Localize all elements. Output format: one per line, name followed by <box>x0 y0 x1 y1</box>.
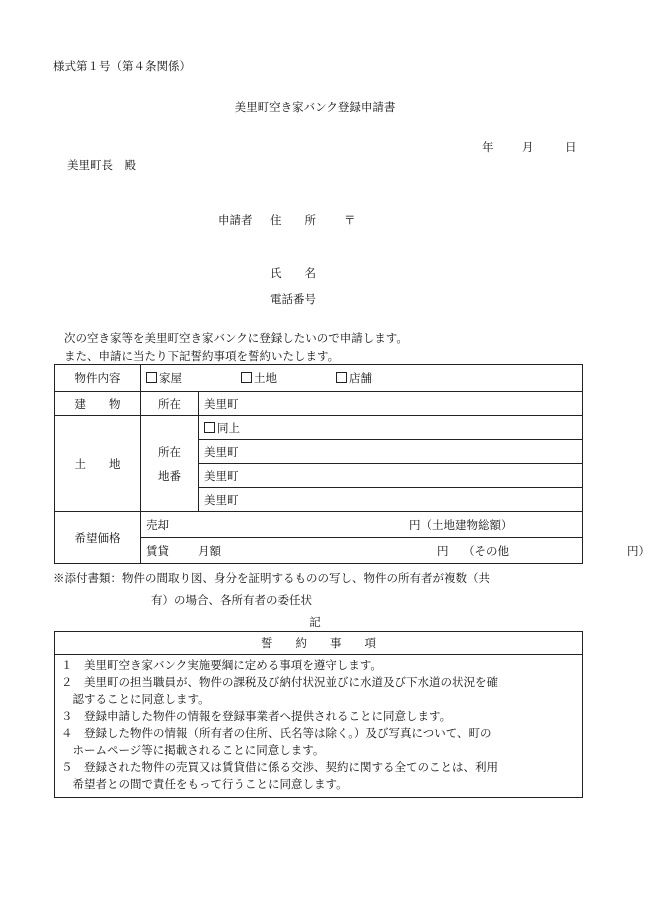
oath-item: ５ 登録された物件の売買又は賃貸借に係る交渉、契約に関する全てのことは、利用 <box>61 760 498 774</box>
postal-mark: 〒 <box>344 213 356 227</box>
phone-label: 電話番号 <box>270 292 316 306</box>
checkbox-house[interactable]: 家屋 <box>146 370 241 386</box>
intro-line-1: 次の空き家等を美里町空き家バンクに登録したいので申請します。 <box>64 331 408 345</box>
ki-mark: 記 <box>309 615 321 629</box>
attachment-line-1: ※添付書類：物件の間取り図、身分を証明するものの写し、物件の所有者が複数（共 <box>53 571 490 585</box>
land-town-1: 美里町 <box>199 440 583 464</box>
building-label: 建 物 <box>55 392 141 416</box>
oath-item: ４ 登録した物件の情報（所有者の住所、氏名等は除く。）及び写真について、町の <box>61 726 492 740</box>
oath-item: 希望者との間で責任をもって行うことに同意します。 <box>61 777 348 791</box>
checkbox-icon <box>241 372 252 383</box>
name-label: 氏 名 <box>270 266 316 280</box>
checkbox-shop[interactable]: 店舗 <box>336 371 372 385</box>
building-town: 美里町 <box>199 392 583 416</box>
sale-row <box>141 512 583 538</box>
rent-label: 賃貸 <box>146 543 169 558</box>
attachment-line-2: 有）の場合、各所有者の委任状 <box>151 593 312 607</box>
checkbox-icon <box>146 372 157 383</box>
address-label: 住 所 <box>270 213 316 227</box>
rent-row <box>141 538 650 564</box>
oath-item: 認することに同意します。 <box>61 692 210 706</box>
applicant-label: 申請者 <box>218 213 253 227</box>
date-month: 月 <box>522 140 534 154</box>
land-town-2: 美里町 <box>199 464 583 488</box>
oath-items <box>55 655 583 798</box>
price-label: 希望価格 <box>55 512 141 564</box>
building-location-label: 所在 <box>141 392 199 416</box>
checkbox-icon <box>336 372 347 383</box>
date-day: 日 <box>565 140 577 154</box>
oath-item: ３ 登録申請した物件の情報を登録事業者へ提供されることに同意します。 <box>61 709 452 723</box>
checkbox-icon <box>204 422 215 433</box>
rent-yen: 円 <box>437 544 449 558</box>
checkbox-same-as-above[interactable]: 同上 <box>199 416 583 440</box>
monthly-label: 月額 <box>198 544 221 558</box>
other-close: 円） <box>627 544 650 558</box>
intro-line-2: また、申請に当たり下記誓約事項を誓約いたします。 <box>64 349 340 363</box>
sale-label: 売却 <box>146 517 169 532</box>
addressee: 美里町長 殿 <box>67 158 136 172</box>
land-label: 土 地 <box>55 416 141 512</box>
property-type-label: 物件内容 <box>55 365 141 392</box>
other-open: （その他 <box>463 544 509 558</box>
form-number: 様式第１号（第４条関係） <box>53 59 191 73</box>
land-location-label: 所在 地番 <box>141 416 199 512</box>
checkbox-land[interactable]: 土地 <box>241 370 336 386</box>
sale-yen: 円（土地建物総額） <box>409 518 513 532</box>
land-town-3: 美里町 <box>199 488 583 512</box>
document-title: 美里町空き家バンク登録申請書 <box>234 100 396 114</box>
date-year: 年 <box>482 140 494 154</box>
oath-item: ２ 美里町の担当職員が、物件の課税及び納付状況並びに水道及び下水道の状況を確 <box>61 675 498 689</box>
oath-header: 誓 約 事 項 <box>55 632 583 655</box>
oath-item: １ 美里町空き家バンク実施要綱に定める事項を遵守します。 <box>61 658 382 672</box>
property-type-options <box>141 365 583 392</box>
oath-item: ホームページ等に掲載されることに同意します。 <box>61 743 325 757</box>
property-table <box>54 364 650 564</box>
oath-table <box>54 631 583 798</box>
